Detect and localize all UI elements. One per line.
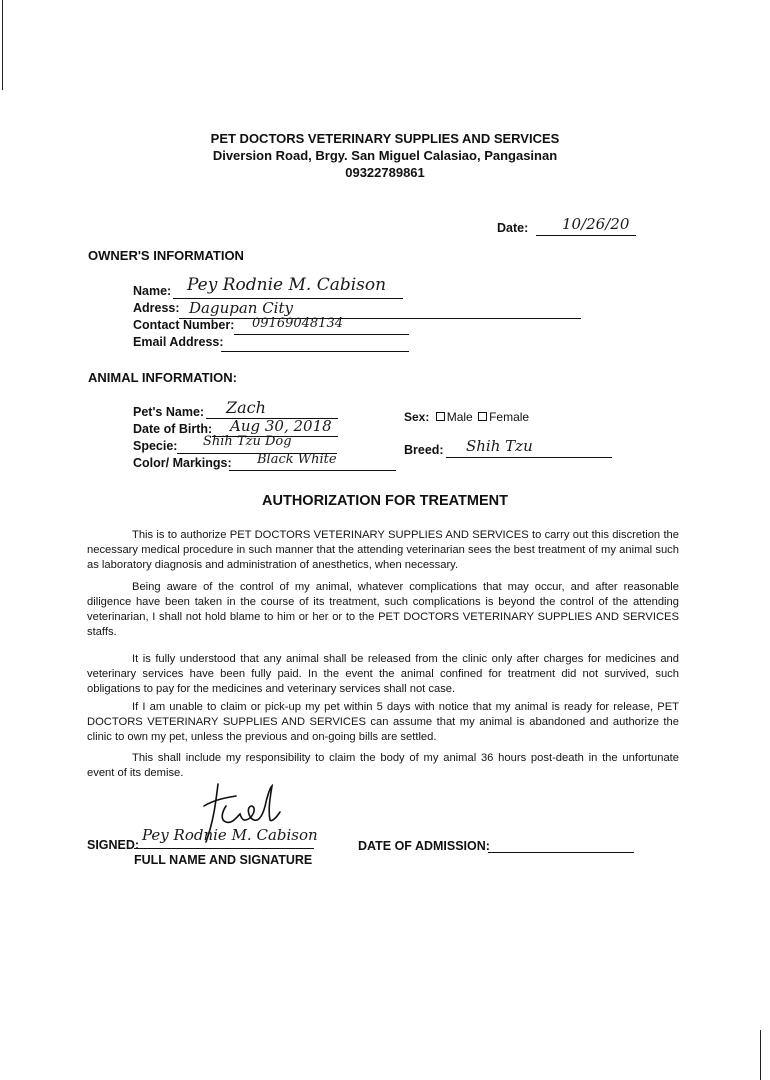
scan-edge-line xyxy=(2,0,3,90)
owner-address-value: Dagupan City xyxy=(189,299,293,317)
signature-caption: FULL NAME AND SIGNATURE xyxy=(134,853,313,867)
breed-field[interactable] xyxy=(446,437,612,458)
dob-label: Date of Birth: xyxy=(133,422,213,436)
date-label: Date: xyxy=(497,221,529,235)
specie-label: Specie: xyxy=(133,439,178,453)
authorization-paragraph-1: This is to authorize PET DOCTORS VETERINARY SUPPLIES AND SERVICES to carry out this discretion the necessary medical procedure in such manner that the attending veterinarian sees the best treatment of my animal such as laboratory diagnosis and administration of anesthetics, when necessary. xyxy=(87,529,679,571)
female-option-label: Female xyxy=(489,410,530,424)
signed-label: SIGNED: xyxy=(87,838,140,852)
male-option-label: Male xyxy=(446,410,473,424)
date-of-admission-label: DATE OF ADMISSION: xyxy=(358,839,490,853)
female-checkbox[interactable] xyxy=(478,412,487,421)
owner-contact-field[interactable] xyxy=(234,318,409,335)
specie-value: Shih Tzu Dog xyxy=(203,434,292,449)
owner-section-title: OWNER'S INFORMATION xyxy=(88,248,244,263)
breed-label: Breed: xyxy=(404,443,444,457)
pet-name-label: Pet's Name: xyxy=(133,405,205,419)
male-checkbox[interactable] xyxy=(436,412,445,421)
breed-value: Shih Tzu xyxy=(466,437,533,455)
sex-label: Sex: xyxy=(404,410,430,424)
animal-section-title: ANIMAL INFORMATION: xyxy=(88,370,237,385)
authorization-title: AUTHORIZATION FOR TREATMENT xyxy=(262,493,508,509)
date-of-admission-field[interactable] xyxy=(488,836,634,853)
sex-group xyxy=(404,410,529,424)
signed-field[interactable] xyxy=(134,826,318,849)
scan-edge-line xyxy=(760,1030,761,1080)
signed-value: Pey Rodnie M. Cabison xyxy=(142,826,318,844)
date-field[interactable] xyxy=(536,215,636,236)
color-value: Black White xyxy=(257,452,337,467)
owner-name-value: Pey Rodnie M. Cabison xyxy=(187,275,387,295)
owner-contact-label: Contact Number: xyxy=(133,318,235,332)
color-field[interactable] xyxy=(229,454,396,471)
owner-email-label: Email Address: xyxy=(133,335,224,349)
owner-email-field[interactable] xyxy=(221,335,409,352)
authorization-paragraph-3: It is fully understood that any animal shall be released from the clinic only after charges for medicines and veterinary services have been fully paid. In the event the animal confined for treatment did not survived, such obligations to pay for the medicines and veterinary services shall not case. xyxy=(87,653,679,695)
date-value: 10/26/20 xyxy=(562,215,630,233)
company-address: Diversion Road, Brgy. San Miguel Calasiao, Pangasinan xyxy=(212,148,558,163)
owner-name-label: Name: xyxy=(133,284,172,298)
authorization-paragraph-4: If I am unable to claim or pick-up my pet within 5 days with notice that my animal is ready for release, PET DOCTORS VETERINARY SUPPLIES AND SERVICES can assume that my animal is abandoned and authorize the clinic to own my pet, unless the previous and on-going bills are settled. xyxy=(87,701,679,743)
authorization-paragraph-2: Being aware of the control of my animal, whatever complications that may occur, and after reasonable diligence have been taken in the course of its treatment, such complications is beyond the control of the attending veterinarian, I shall not hold blame to him or her or to the PET DOCTORS VETERINARY SUPPLIES AND SERVICES staffs. xyxy=(87,581,679,638)
owner-name-field[interactable] xyxy=(173,275,403,299)
pet-name-value: Zach xyxy=(226,398,266,417)
authorization-paragraph-5: This shall include my responsibility to claim the body of my animal 36 hours post-death in the unfortunate event of its demise. xyxy=(87,752,679,779)
company-name: PET DOCTORS VETERINARY SUPPLIES AND SERVICES xyxy=(210,131,560,146)
owner-address-field[interactable] xyxy=(179,301,581,319)
company-phone: 09322789861 xyxy=(345,165,425,180)
dob-value: Aug 30, 2018 xyxy=(230,417,332,435)
color-label: Color/ Markings: xyxy=(133,456,232,470)
owner-address-label: Adress: xyxy=(133,301,180,315)
owner-contact-value: 09169048134 xyxy=(252,316,343,331)
